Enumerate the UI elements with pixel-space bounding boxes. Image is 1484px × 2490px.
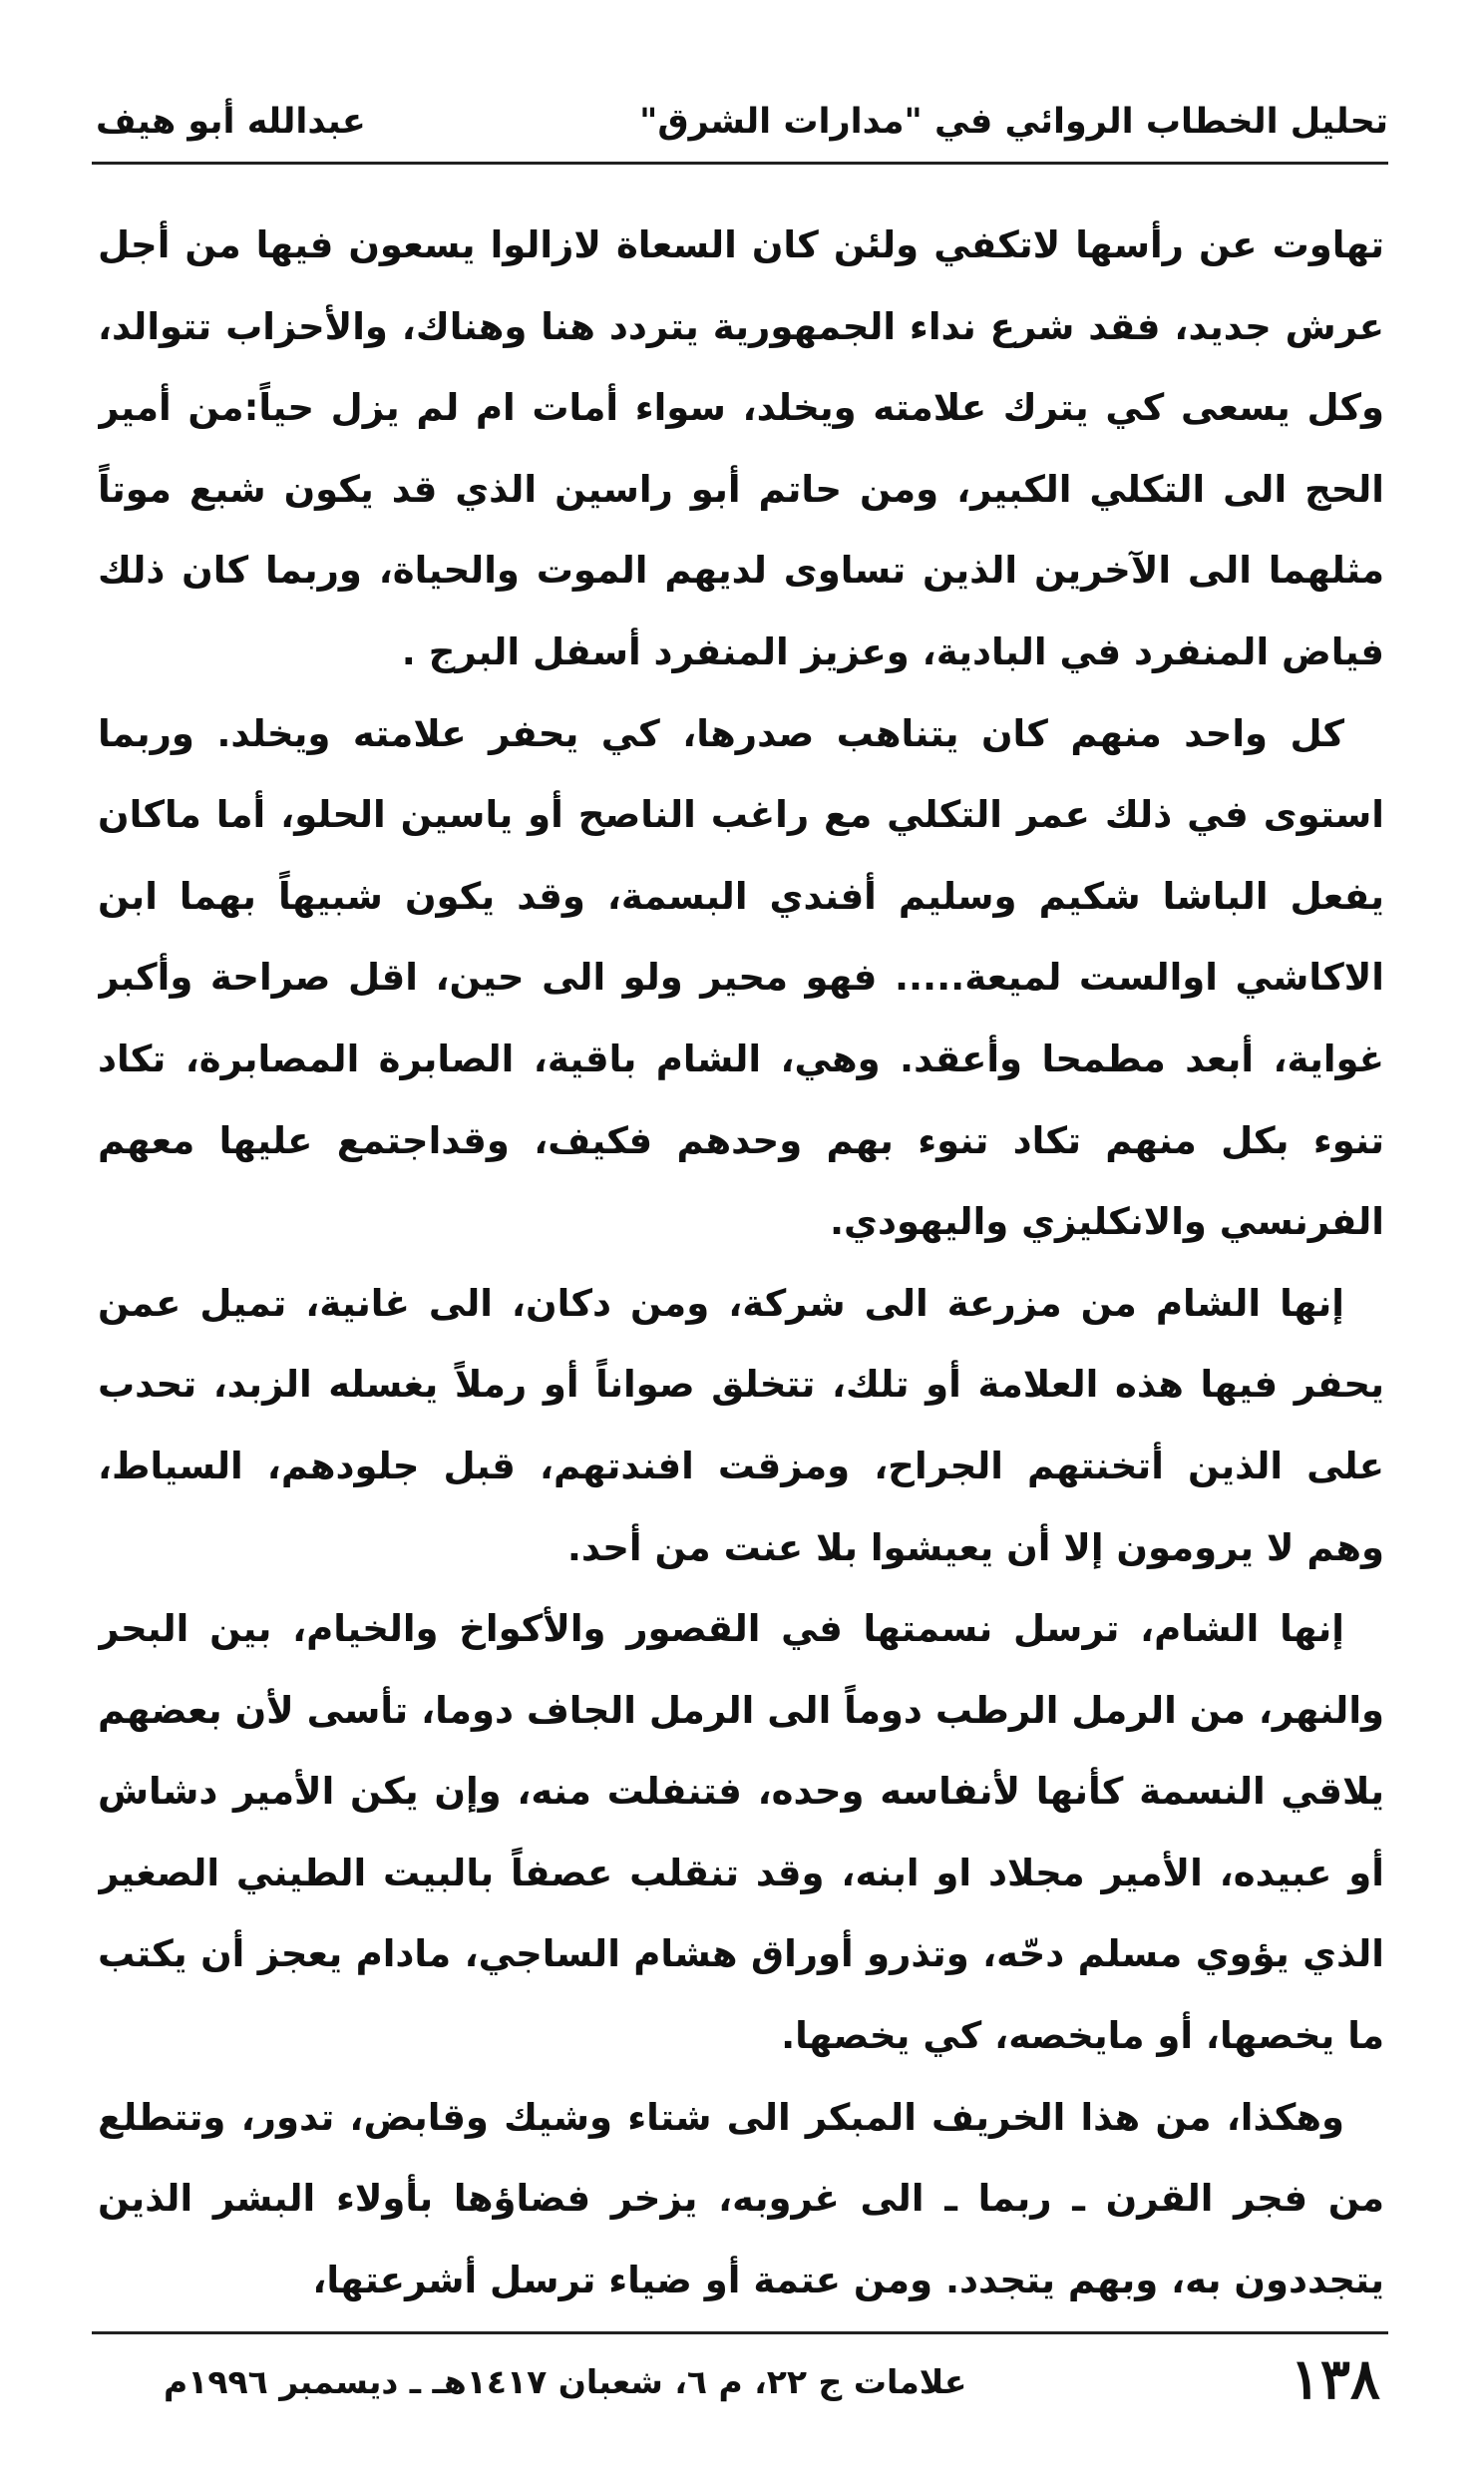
article-title: تحليل الخطاب الروائي في "مدارات الشرق": [639, 102, 1388, 142]
paragraph-1: تهاوت عن رأسها لاتكفي ولئن كان السعاة لازالوا يسعون فيها من أجل عرش جديد، فقد شرع نداء الجمهورية يتردد هنا وهناك، والأحزاب تتوالد، وكل يسعى كي يترك علامته ويخلد، سواء أمات ام لم يزل حياً:من أمير الحج الى التكلي الكبير، ومن حاتم أبو راسين الذي قد يكون شبع موتاً مثلهما الى الآخرين الذين تساوى لديهم الموت والحياة، وربما كان ذلك فياض المنفرد في البادية، وعزيز المنفرد أسفل البرج .: [98, 223, 1384, 673]
footer-divider: [92, 2331, 1388, 2334]
header-divider: [92, 162, 1388, 165]
running-header: [92, 98, 1388, 158]
paragraph-2: كل واحد منهم كان يتناهب صدرها، كي يحفر علامته ويخلد. وربما استوى في ذلك عمر التكلي مع راغب الناصح أو ياسين الحلو، أما ماكان يفعل الباشا شكيم وسليم أفندي البسمة، وقد يكون شبيهاً بهما ابن الاكاشي اوالست لميعة..... فهو محير ولو الى حين، اقل صراحة وأكبر غواية، أبعد مطمحا وأعقد. وهي، الشام باقية، الصابرة المصابرة، تكاد تنوء بكل منهم تكاد تنوء بهم وحدهم فكيف، وقداجتمع عليها معهم الفرنسي والانكليزي واليهودي.: [98, 711, 1384, 1244]
page-footer: [92, 2346, 1388, 2426]
journal-issue-info: علامات ج ٢٢، م ٦، شعبان ١٤١٧هـ ـ ديسمبر ١٩٩٦م: [164, 2362, 967, 2401]
page-number: ١٣٨: [1290, 2346, 1380, 2412]
author-name: عبدالله أبو هيف: [96, 102, 366, 142]
paragraph-5: وهكذا، من هذا الخريف المبكر الى شتاء وشيك وقابض، تدور، وتتطلع من فجر القرن ـ ربما ـ الى غروبه، يزخر فضاؤها بأولاء البشر الذين يتجددون به، وبهم يتجدد. ومن عتمة أو ضياء ترسل أشرعتها،: [98, 2095, 1384, 2301]
paragraph-4: إنها الشام، ترسل نسمتها في القصور والأكواخ والخيام، بين البحر والنهر، من الرمل الرطب دوماً الى الرمل الجاف دوما، تأسى لأن بعضهم يلاقي النسمة كأنها لأنفاسه وحده، فتنفلت منه، وإن يكن الأمير دشاش أو عبيده، الأمير مجلاد او ابنه، وقد تنقلب عصفاً بالبيت الطيني الصغير الذي يؤوي مسلم دحّه، وتذرو أوراق هشام الساجي، مادام يعجز أن يكتب ما يخصها، أو مايخصه، كي يخصها.: [98, 1607, 1384, 2058]
body-text: [98, 205, 1384, 2319]
paragraph-3: إنها الشام من مزرعة الى شركة، ومن دكان، الى غانية، تميل عمن يحفر فيها هذه العلامة أو تلك، تتخلق صواناً أو رملاً يغسله الزبد، تحدب على الذين أتخنتهم الجراح، ومزقت افندتهم، قبل جلودهم، السياط، وهم لا يرومون إلا أن يعيشوا بلا عنت من أحد.: [98, 1281, 1384, 1569]
